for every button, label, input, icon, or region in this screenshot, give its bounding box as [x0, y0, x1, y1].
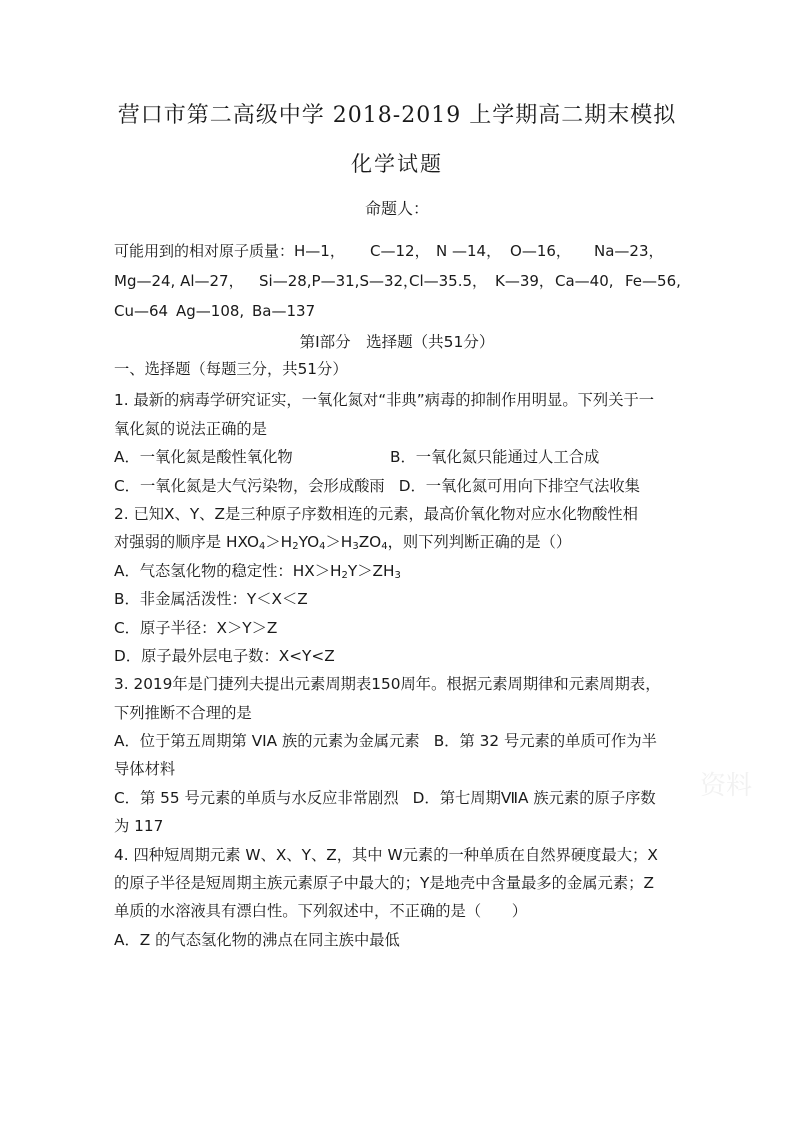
q4-option-a: A．Z 的气态氢化物的沸点在同主族中最低: [114, 930, 400, 949]
mass-item: O—16，: [510, 242, 571, 260]
section-heading: 一、选择题（每题三分，共51分）: [114, 360, 348, 378]
author-line: 命题人：: [364, 199, 429, 218]
q4-stem-line1: 4. 四种短周期元素 W、X、Y、Z，其中 W元素的一种单质在自然界硬度最大；X: [114, 845, 658, 864]
exam-title: 营口市第二高级中学 2018-2019 上学期高二期末模拟: [117, 103, 677, 128]
q1-option-b: B．一氧化氮只能通过人工合成: [390, 448, 600, 467]
subscript: 4: [319, 541, 326, 553]
subscript: 3: [394, 569, 401, 581]
q2-text: YO: [298, 533, 320, 552]
mass-item: H—1，: [294, 242, 345, 260]
q1-stem-line2: 氧化氮的说法正确的是: [114, 419, 267, 438]
q1-option-a: A．一氧化氮是酸性氧化物: [114, 448, 293, 467]
mass-item: Cu—64: [114, 302, 169, 320]
q1-stem-line1: 1. 最新的病毒学研究证实，一氧化氮对“非典”病毒的抑制作用明显。下列关于一: [114, 391, 655, 410]
q2-stem-line2: [114, 528, 694, 556]
part-heading: 第Ⅰ部分 选择题（共51分）: [299, 333, 495, 351]
mass-item: Mg—24, Al—27，: [114, 272, 244, 290]
exam-subtitle: 化学试题: [351, 152, 443, 176]
masses-row-3: [114, 296, 694, 326]
q2-text: ＞H: [265, 533, 293, 552]
subscript: 3: [352, 541, 359, 553]
q3-options-cd: [114, 784, 694, 812]
q3-stem-line2: 下列推断不合理的是: [114, 703, 252, 722]
q3-option-d: D．第七周期ⅦA 族元素的原子序数: [412, 788, 656, 807]
q2-option-b: B．非金属活泼性：Y＜X＜Z: [114, 590, 308, 609]
q1-option-d: D．一氧化氮可用向下排空气法收集: [398, 476, 640, 495]
q2-text: ＞H: [325, 533, 353, 552]
mass-item: Si—28,P—31,S—32，: [259, 272, 419, 290]
q2-text: ZO: [358, 533, 382, 552]
q3-option-a: A．位于第五周期第 VIA 族的元素为金属元素: [114, 732, 420, 751]
q2-option-a: [114, 557, 694, 585]
subscript: 4: [259, 541, 266, 553]
atomic-masses: [114, 236, 694, 326]
q1-option-c: C．一氧化氮是大气污染物，会形成酸雨: [114, 476, 385, 495]
mass-item: Ag—108,: [176, 302, 245, 320]
mass-item: Ca—40,: [555, 272, 614, 290]
q3-option-b-cont: 导体材料: [114, 760, 176, 779]
q1-options-cd: [114, 472, 694, 500]
q2-text: A．气态氢化物的稳定性：HX＞H: [114, 561, 342, 580]
mass-item: Na—23，: [594, 242, 664, 260]
q2-text: ，则下列判断正确的是（）: [387, 533, 572, 552]
watermark: 资料: [700, 771, 753, 801]
masses-row-1: [114, 236, 694, 266]
subscript: 2: [292, 541, 299, 553]
mass-item: Cl—35.5，: [409, 272, 488, 290]
q3-option-c: C．第 55 号元素的单质与水反应非常剧烈: [114, 788, 399, 807]
subscript: 2: [341, 569, 348, 581]
questions: [114, 355, 694, 954]
q3-options-ab: [114, 727, 694, 755]
mass-item: C—12，: [370, 242, 430, 260]
mass-item: Ba—137: [252, 302, 316, 320]
q3-option-d-cont: 为 117: [114, 817, 164, 836]
q2-text: Y＞ZH: [347, 561, 395, 580]
mass-item: Fe—56,: [625, 272, 681, 290]
q1-options-ab: [114, 443, 694, 471]
mass-item: K—39，: [495, 272, 554, 290]
q3-option-b: B．第 32 号元素的单质可作为半: [433, 732, 657, 751]
masses-row-2: [114, 266, 694, 296]
subscript: 4: [381, 541, 388, 553]
q4-stem-line3: 单质的水溶液具有漂白性。下列叙述中，不正确的是（ ）: [114, 902, 528, 921]
q2-option-d: D．原子最外层电子数：X<Y<Z: [114, 646, 335, 665]
q2-option-c: C．原子半径：X＞Y＞Z: [114, 618, 278, 637]
q3-stem-line1: 3. 2019年是门捷列夫提出元素周期表150周年。根据元素周期律和元素周期表，: [114, 675, 661, 694]
q4-stem-line2: 的原子半径是短周期主族元素原子中最大的；Y是地壳中含量最多的金属元素；Z: [114, 874, 654, 893]
q2-text: 对强弱的顺序是 HXO: [114, 533, 259, 552]
mass-item: N —14，: [436, 242, 502, 260]
q2-stem-line1: 2. 已知X、Y、Z是三种原子序数相连的元素，最高价氧化物对应水化物酸性相: [114, 504, 638, 523]
masses-intro: 可能用到的相对原子质量：: [114, 242, 295, 260]
